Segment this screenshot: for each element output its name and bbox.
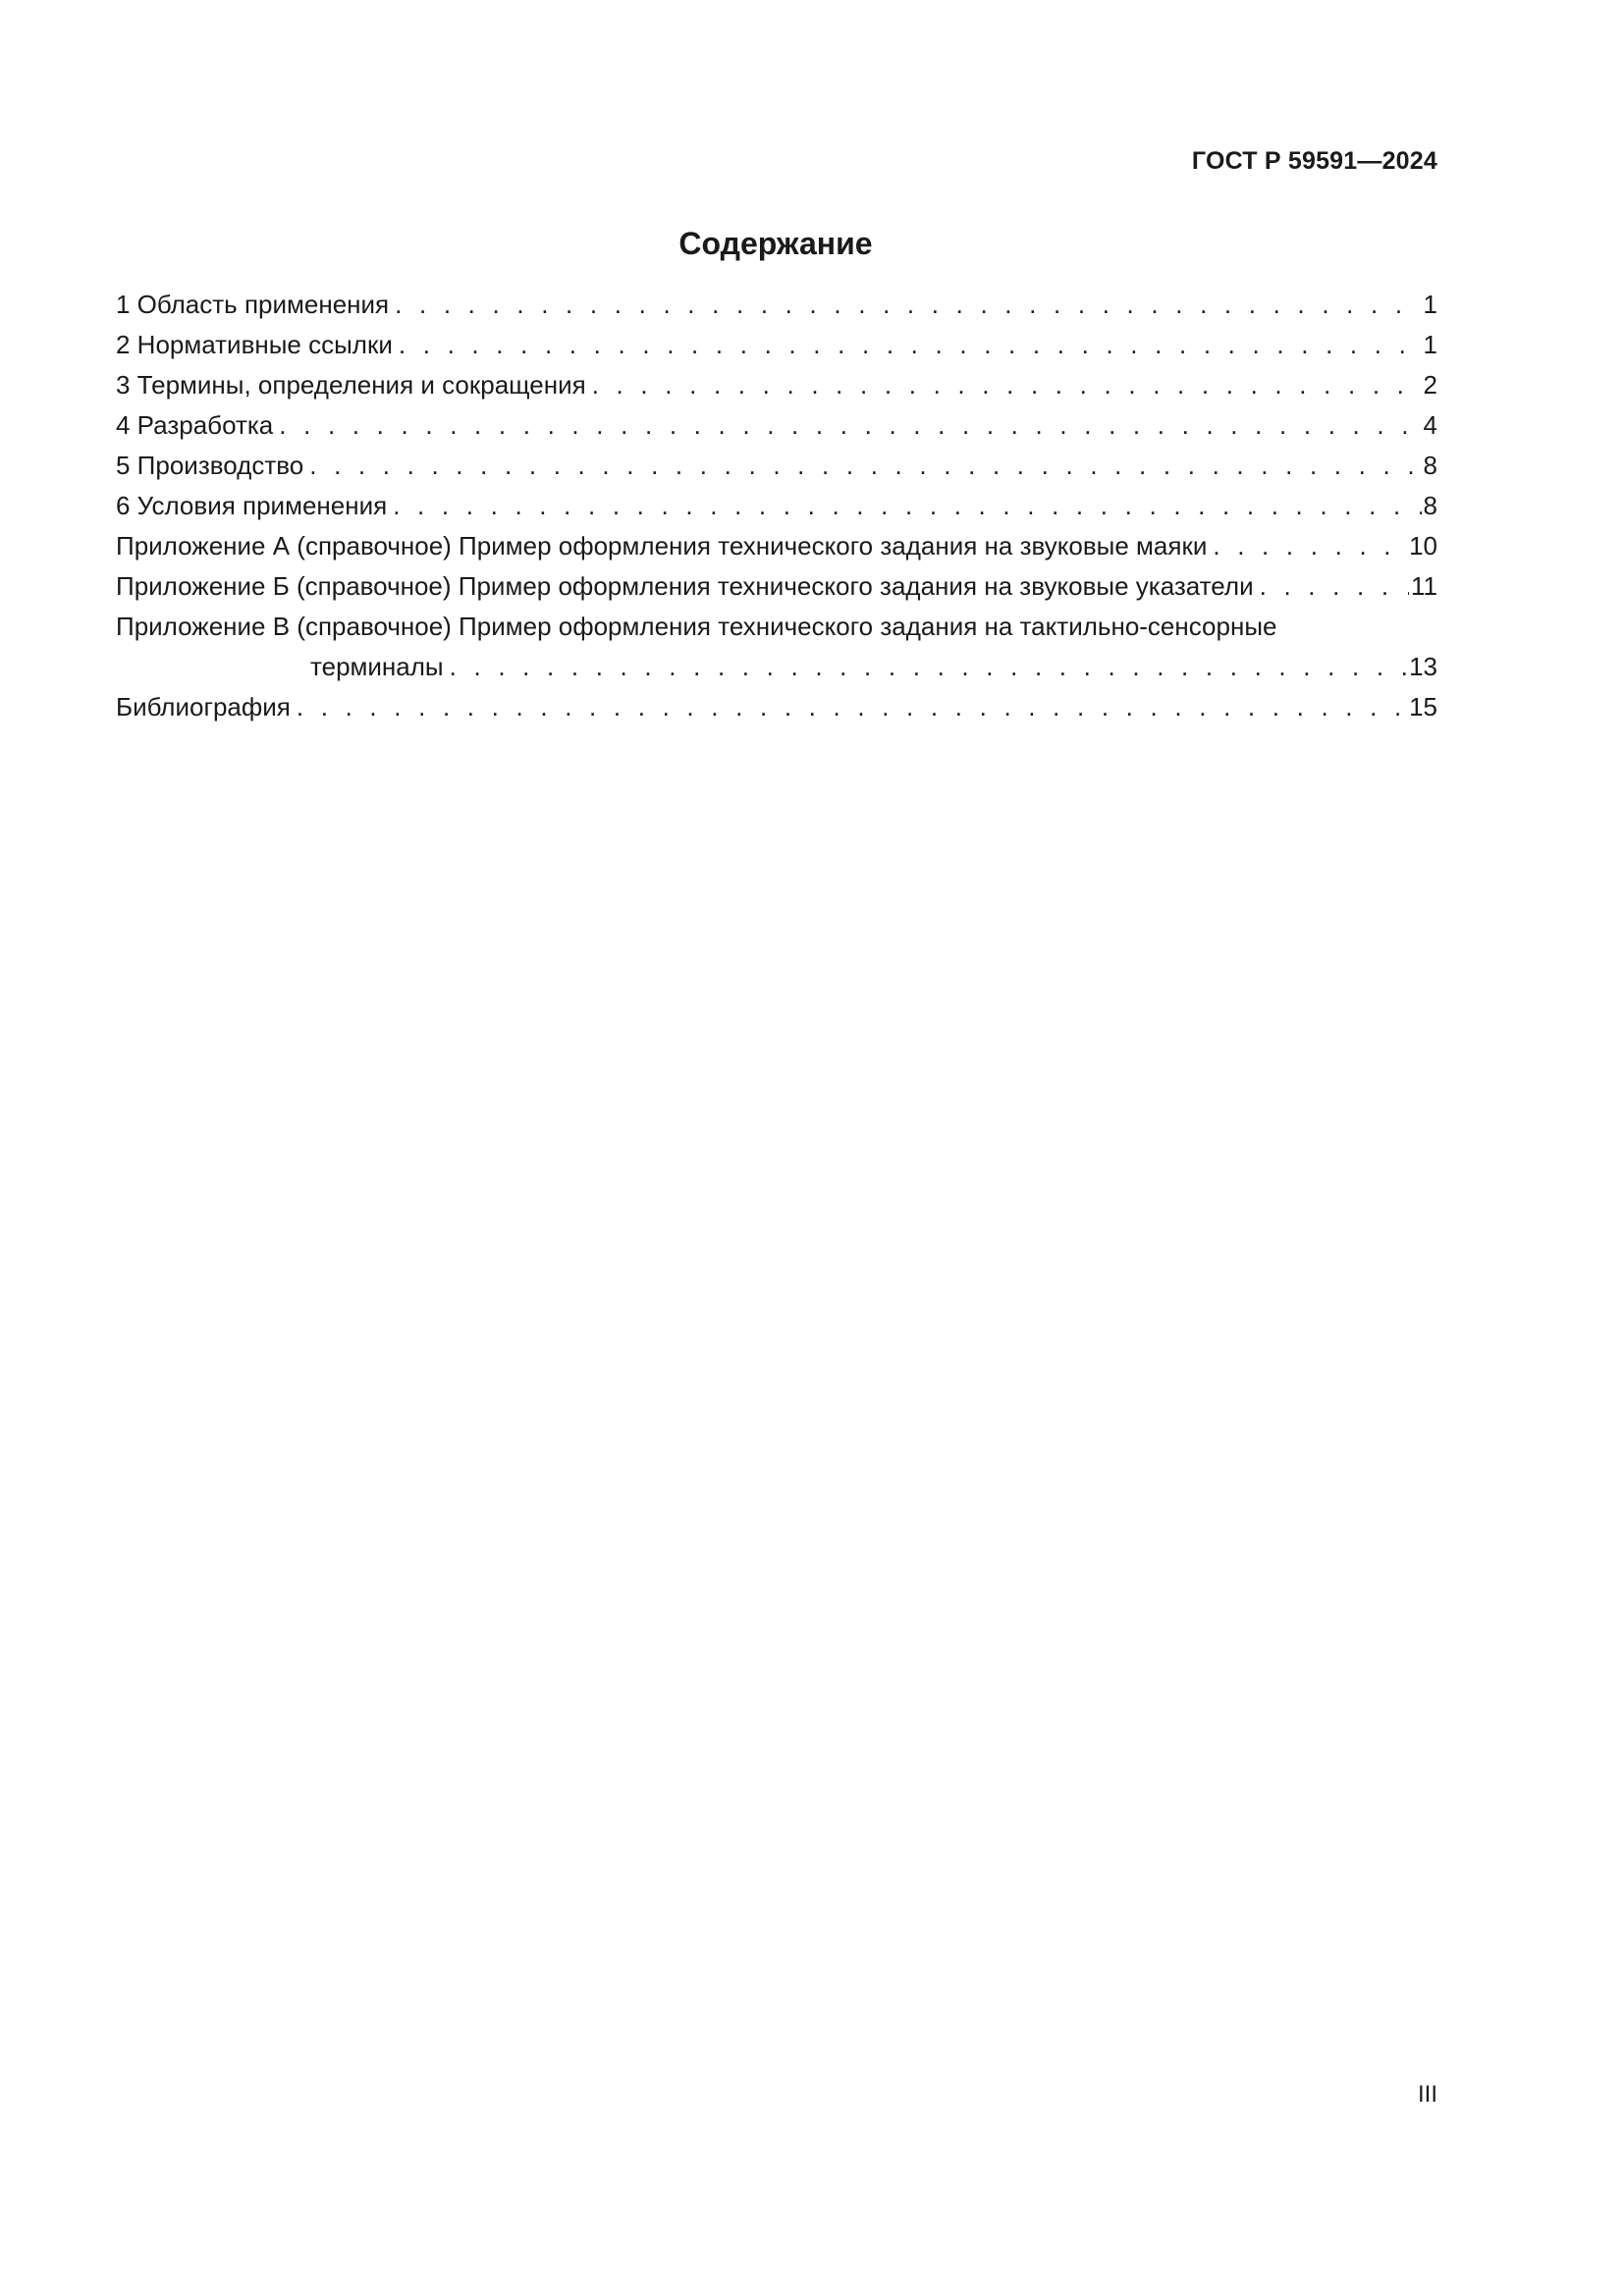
- toc-entry-page: 4: [1423, 410, 1437, 440]
- toc-entry-page: 11: [1411, 571, 1437, 601]
- toc-entry-title: Приложение А (справочное) Пример оформления технического задания на звуковые маяки: [116, 526, 1213, 566]
- toc-entry-page: 2: [1423, 370, 1437, 400]
- toc-entry-title: 6 Условия применения: [116, 486, 393, 526]
- toc-entry-title: 3 Термины, определения и сокращения: [116, 365, 592, 405]
- toc-entry[interactable]: [116, 566, 1437, 607]
- toc-leader-dots: [309, 446, 1421, 486]
- toc-entry[interactable]: [116, 486, 1437, 526]
- toc-entry[interactable]: [116, 607, 1437, 687]
- toc-entry-title-line2: терминалы: [310, 647, 450, 687]
- table-of-contents: [116, 285, 1437, 727]
- toc-entry-page: 13: [1409, 652, 1437, 681]
- toc-entry-title: Приложение Б (справочное) Пример оформления технического задания на звуковые указатели: [116, 566, 1260, 607]
- toc-leader-dots: [297, 687, 1407, 727]
- toc-entry-title-line1: Приложение В (справочное) Пример оформления технического задания на тактильно-сенсорные: [116, 612, 1277, 641]
- page-number: III: [1417, 2081, 1437, 2108]
- toc-entry[interactable]: [116, 526, 1437, 566]
- toc-leader-dots: [399, 325, 1422, 365]
- toc-entry-page: 15: [1409, 692, 1437, 721]
- toc-entry-title: 1 Область применения: [116, 285, 395, 325]
- toc-entry[interactable]: [116, 405, 1437, 446]
- toc-entry[interactable]: [116, 446, 1437, 486]
- toc-entry-title: 2 Нормативные ссылки: [116, 325, 399, 365]
- toc-leader-dots: [395, 285, 1421, 325]
- toc-entry-page: 8: [1423, 451, 1437, 480]
- toc-entry[interactable]: [116, 365, 1437, 405]
- toc-entry[interactable]: [116, 687, 1437, 727]
- toc-entry-page: 8: [1423, 491, 1437, 520]
- toc-entry-title: 5 Производство: [116, 446, 309, 486]
- toc-leader-dots: [450, 647, 1407, 687]
- toc-leader-dots: [1260, 566, 1409, 607]
- toc-entry-page: 10: [1409, 531, 1437, 561]
- document-code: ГОСТ Р 59591—2024: [1191, 147, 1437, 175]
- toc-entry-page: 1: [1423, 330, 1437, 359]
- toc-leader-dots: [592, 365, 1422, 405]
- toc-entry-title: Библиография: [116, 687, 297, 727]
- toc-title: Содержание: [678, 226, 873, 261]
- toc-leader-dots: [279, 405, 1421, 446]
- toc-entry-page: 1: [1423, 290, 1437, 319]
- toc-leader-dots: [1213, 526, 1407, 566]
- toc-entry-title: 4 Разработка: [116, 405, 279, 446]
- toc-entry[interactable]: [116, 285, 1437, 325]
- toc-leader-dots: [393, 486, 1421, 526]
- toc-entry[interactable]: [116, 325, 1437, 365]
